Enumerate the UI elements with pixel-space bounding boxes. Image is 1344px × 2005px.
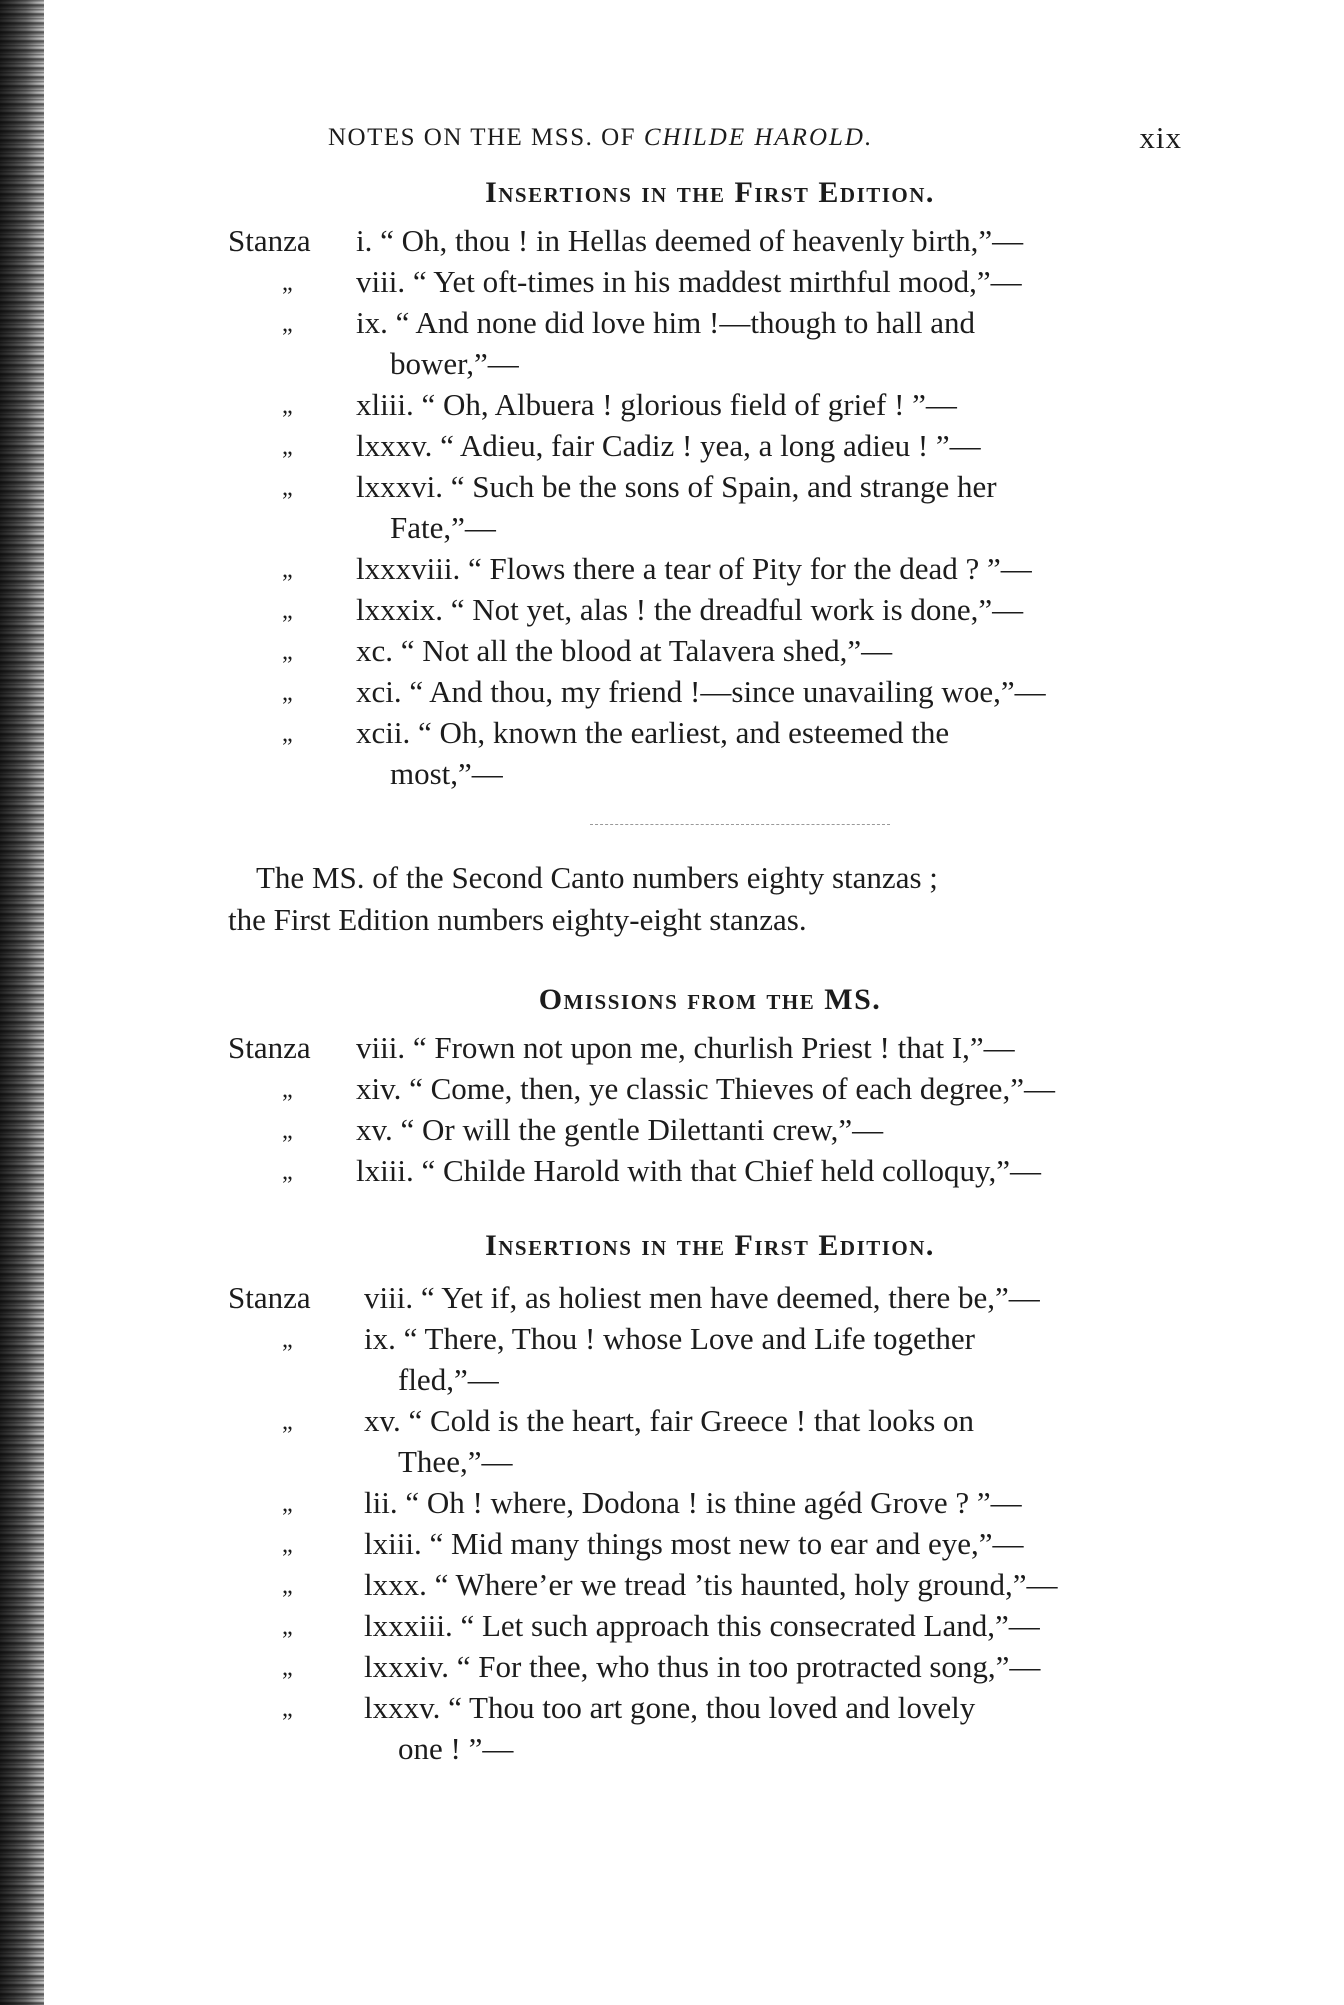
stanza-list-insertions-canto2 xyxy=(228,1277,1192,1769)
stanza-text xyxy=(356,261,1192,302)
book-binding-edge xyxy=(0,0,44,2005)
canto2-note-paragraph xyxy=(228,857,1192,941)
stanza-text xyxy=(356,302,1192,384)
ditto-mark: „ xyxy=(282,598,293,624)
ditto-mark: „ xyxy=(282,1409,293,1435)
stanza-entry xyxy=(228,1482,1192,1523)
ditto-mark: „ xyxy=(282,680,293,706)
stanza-entry xyxy=(228,302,1192,384)
stanza-entry xyxy=(228,1068,1192,1109)
stanza-entry xyxy=(228,425,1192,466)
running-head-title-prefix: NOTES ON THE MSS. OF xyxy=(328,124,637,151)
stanza-text xyxy=(356,1109,1192,1150)
stanza-label: Stanza xyxy=(228,223,311,258)
stanza-text xyxy=(356,671,1192,712)
stanza-entry xyxy=(228,548,1192,589)
stanza-first-line: lxxxiv. “ For thee, who thus in too protracted song,”— xyxy=(364,1649,1041,1684)
stanza-text xyxy=(356,1027,1192,1068)
stanza-text xyxy=(356,548,1192,589)
stanza-first-line: lii. “ Oh ! where, Dodona ! is thine agéd Grove ? ”— xyxy=(364,1485,1022,1520)
ditto-mark: „ xyxy=(282,1532,293,1558)
stanza-text xyxy=(356,1150,1192,1191)
stanza-entry xyxy=(228,220,1192,261)
stanza-list-insertions-canto1 xyxy=(228,220,1192,794)
stanza-first-line: lxxxviii. “ Flows there a tear of Pity for the dead ? ”— xyxy=(356,551,1032,586)
stanza-first-line: viii. “ Yet oft-times in his maddest mirthful mood,”— xyxy=(356,264,1022,299)
stanza-text xyxy=(364,1482,1192,1523)
stanza-first-line: viii. “ Yet if, as holiest men have deemed, there be,”— xyxy=(364,1280,1040,1315)
stanza-first-line: lxxxix. “ Not yet, alas ! the dreadful work is done,”— xyxy=(356,592,1024,627)
ditto-mark: „ xyxy=(282,1077,293,1103)
stanza-entry xyxy=(228,589,1192,630)
section-divider xyxy=(590,824,890,825)
stanza-text xyxy=(356,220,1192,261)
stanza-entry xyxy=(228,630,1192,671)
stanza-first-line: xliii. “ Oh, Albuera ! glorious field of grief ! ”— xyxy=(356,387,957,422)
stanza-first-line: xc. “ Not all the blood at Talavera shed,”— xyxy=(356,633,893,668)
stanza-first-line: lxxxv. “ Thou too art gone, thou loved and lovely xyxy=(364,1690,976,1725)
ditto-mark: „ xyxy=(282,475,293,501)
stanza-entry xyxy=(228,1605,1192,1646)
stanza-first-line: lxiii. “ Childe Harold with that Chief held colloquy,”— xyxy=(356,1153,1042,1188)
stanza-text xyxy=(364,1523,1192,1564)
stanza-text xyxy=(364,1564,1192,1605)
running-head-title-italic: CHILDE HAROLD. xyxy=(643,124,874,151)
ditto-mark: „ xyxy=(282,1159,293,1185)
stanza-first-line: xcii. “ Oh, known the earliest, and esteemed the xyxy=(356,715,950,750)
stanza-text xyxy=(364,1646,1192,1687)
stanza-first-line: viii. “ Frown not upon me, churlish Priest ! that I,”— xyxy=(356,1030,1015,1065)
ditto-mark: „ xyxy=(282,639,293,665)
stanza-first-line: lxxxv. “ Adieu, fair Cadiz ! yea, a long adieu ! ”— xyxy=(356,428,981,463)
stanza-entry xyxy=(228,1109,1192,1150)
ditto-mark: „ xyxy=(282,1118,293,1144)
ditto-mark: „ xyxy=(282,721,293,747)
stanza-entry xyxy=(228,1687,1192,1769)
ditto-mark: „ xyxy=(282,434,293,460)
stanza-first-line: lxxxvi. “ Such be the sons of Spain, and strange her xyxy=(356,469,997,504)
stanza-text xyxy=(364,1318,1192,1400)
ditto-mark: „ xyxy=(282,270,293,296)
stanza-list-omissions xyxy=(228,1027,1192,1191)
stanza-continuation: fled,”— xyxy=(398,1362,499,1397)
stanza-text xyxy=(364,1277,1192,1318)
stanza-first-line: lxiii. “ Mid many things most new to ear and eye,”— xyxy=(364,1526,1024,1561)
paragraph-line-2: the First Edition numbers eighty-eight stanzas. xyxy=(228,902,807,937)
stanza-entry xyxy=(228,1523,1192,1564)
stanza-text xyxy=(356,425,1192,466)
stanza-first-line: lxxxiii. “ Let such approach this consecrated Land,”— xyxy=(364,1608,1040,1643)
stanza-entry xyxy=(228,1564,1192,1605)
ditto-mark: „ xyxy=(282,1655,293,1681)
stanza-continuation: bower,”— xyxy=(390,346,519,381)
stanza-first-line: lxxx. “ Where’er we tread ’tis haunted, holy ground,”— xyxy=(364,1567,1058,1602)
stanza-first-line: xv. “ Or will the gentle Dilettanti crew,”— xyxy=(356,1112,884,1147)
stanza-text xyxy=(356,589,1192,630)
stanza-entry xyxy=(228,1277,1192,1318)
stanza-entry xyxy=(228,261,1192,302)
section-heading-insertions-canto2: Insertions in the First Edition. xyxy=(485,1229,935,1262)
stanza-entry xyxy=(228,671,1192,712)
stanza-continuation: Thee,”— xyxy=(398,1444,513,1479)
stanza-text xyxy=(356,630,1192,671)
stanza-entry xyxy=(228,1150,1192,1191)
stanza-label: Stanza xyxy=(228,1030,311,1065)
ditto-mark: „ xyxy=(282,1696,293,1722)
stanza-entry xyxy=(228,1400,1192,1482)
stanza-first-line: xiv. “ Come, then, ye classic Thieves of each degree,”— xyxy=(356,1071,1055,1106)
ditto-mark: „ xyxy=(282,393,293,419)
stanza-entry xyxy=(228,384,1192,425)
stanza-first-line: i. “ Oh, thou ! in Hellas deemed of heavenly birth,”— xyxy=(356,223,1024,258)
stanza-text xyxy=(364,1605,1192,1646)
ditto-mark: „ xyxy=(282,1573,293,1599)
stanza-entry xyxy=(228,1318,1192,1400)
running-head-title xyxy=(328,124,873,152)
stanza-first-line: xci. “ And thou, my friend !—since unavailing woe,”— xyxy=(356,674,1046,709)
stanza-entry xyxy=(228,1646,1192,1687)
stanza-text xyxy=(356,712,1192,794)
page-number: xix xyxy=(1139,120,1182,155)
ditto-mark: „ xyxy=(282,1614,293,1640)
section-heading-insertions-canto1: Insertions in the First Edition. xyxy=(485,176,935,209)
section-heading-omissions: Omissions from the MS. xyxy=(538,983,882,1016)
stanza-text xyxy=(364,1687,1192,1769)
stanza-text xyxy=(356,466,1192,548)
stanza-label: Stanza xyxy=(228,1280,311,1315)
running-head xyxy=(228,100,1192,155)
ditto-mark: „ xyxy=(282,557,293,583)
stanza-continuation: Fate,”— xyxy=(390,510,496,545)
page xyxy=(228,100,1192,1769)
stanza-continuation: most,”— xyxy=(390,756,503,791)
stanza-first-line: xv. “ Cold is the heart, fair Greece ! that looks on xyxy=(364,1403,975,1438)
ditto-mark: „ xyxy=(282,1327,293,1353)
paragraph-line-1: The MS. of the Second Canto numbers eighty stanzas ; xyxy=(256,860,938,895)
ditto-mark: „ xyxy=(282,1491,293,1517)
stanza-entry xyxy=(228,712,1192,794)
ditto-mark: „ xyxy=(282,311,293,337)
stanza-text xyxy=(356,384,1192,425)
stanza-text xyxy=(356,1068,1192,1109)
stanza-text xyxy=(364,1400,1192,1482)
stanza-entry xyxy=(228,1027,1192,1068)
stanza-entry xyxy=(228,466,1192,548)
stanza-first-line: ix. “ And none did love him !—though to hall and xyxy=(356,305,976,340)
stanza-continuation: one ! ”— xyxy=(398,1731,514,1766)
stanza-first-line: ix. “ There, Thou ! whose Love and Life together xyxy=(364,1321,975,1356)
